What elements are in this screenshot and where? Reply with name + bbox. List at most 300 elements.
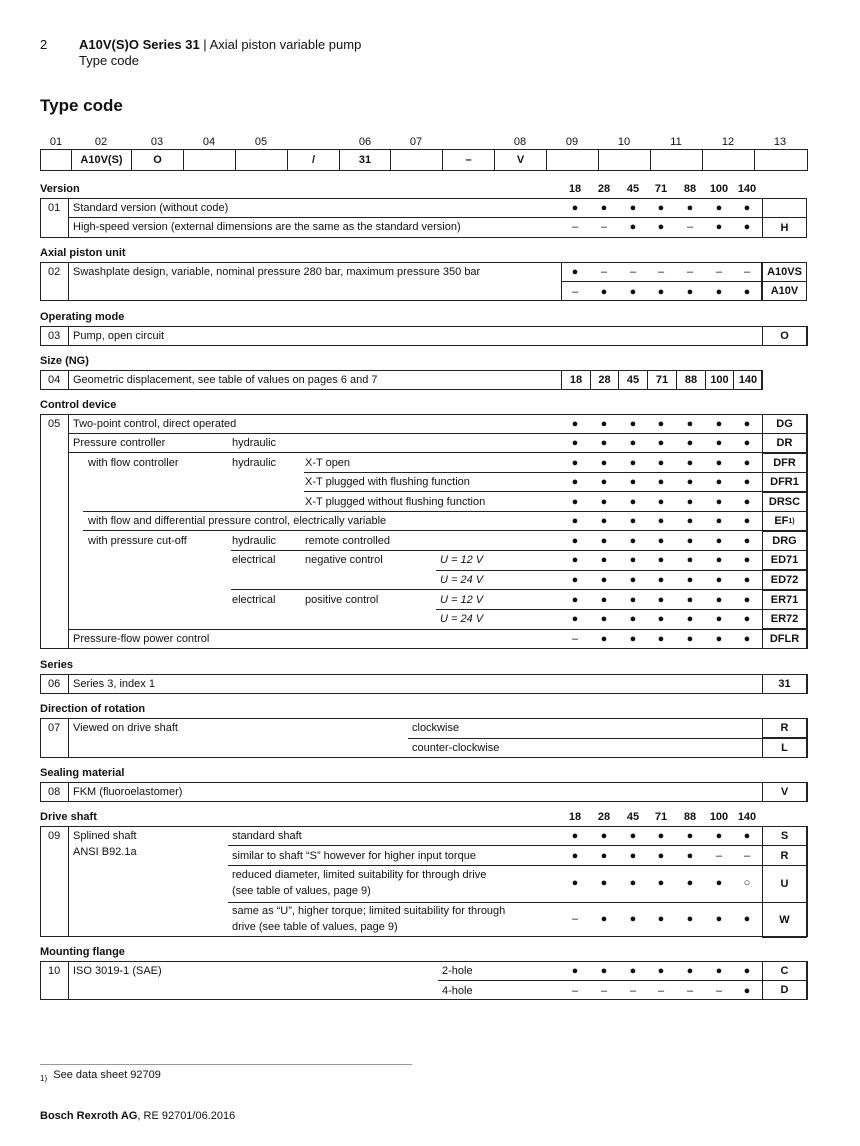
order-code-box xyxy=(762,609,807,629)
size-availability-mark: – xyxy=(600,985,608,997)
code-position-number: 08 xyxy=(513,136,527,148)
size-availability-mark: ● xyxy=(629,594,637,606)
order-code: V xyxy=(780,786,789,798)
code-field: O xyxy=(131,149,184,171)
code-field: V xyxy=(494,149,547,171)
size-availability-mark: ● xyxy=(686,613,694,625)
size-header-version: 140 xyxy=(737,183,757,195)
header-title-rest: | Axial piston variable pump xyxy=(199,37,362,52)
size-availability-mark: ● xyxy=(571,574,579,586)
size-availability-mark: – xyxy=(571,633,579,645)
row-subtext: hydraulic xyxy=(232,457,277,469)
code-position-number: 11 xyxy=(670,136,682,148)
row-number: 03 xyxy=(48,330,61,342)
table-rule xyxy=(68,217,762,218)
size-option-box: 18 xyxy=(561,370,591,390)
order-code: A10V xyxy=(770,285,799,297)
row-number: 09 xyxy=(48,830,61,842)
table-rule xyxy=(68,674,69,693)
row-text: High-speed version (external dimensions are the same as the standard version) xyxy=(73,221,461,233)
size-availability-mark: ● xyxy=(571,613,579,625)
size-availability-mark: – xyxy=(715,850,723,862)
size-availability-mark: ● xyxy=(571,877,579,889)
row-subtext: hydraulic xyxy=(232,437,277,449)
code-field xyxy=(702,149,755,171)
size-availability-mark: ● xyxy=(686,515,694,527)
order-code-box xyxy=(762,590,807,610)
section-heading-size: Size (NG) xyxy=(40,355,89,367)
order-code-box xyxy=(762,217,807,238)
section-frame xyxy=(40,674,808,694)
size-availability-mark: ● xyxy=(743,965,751,977)
row-text: FKM (fluoroelastomer) xyxy=(73,786,183,798)
size-availability-mark: ● xyxy=(571,515,579,527)
order-code-box xyxy=(762,492,807,512)
footer-company: Bosch Rexroth AG xyxy=(40,1110,138,1122)
table-rule xyxy=(83,511,807,512)
size-availability-mark: ● xyxy=(600,418,608,430)
size-header-drive: 28 xyxy=(597,811,611,823)
order-code: C xyxy=(780,965,789,977)
size-availability-mark: ● xyxy=(571,535,579,547)
size-availability-mark: ● xyxy=(657,535,665,547)
size-availability-mark: ● xyxy=(743,202,751,214)
size-availability-mark: ● xyxy=(743,594,751,606)
size-availability-mark: ● xyxy=(743,437,751,449)
size-availability-mark: ● xyxy=(657,221,665,233)
order-code: DRG xyxy=(772,535,797,547)
order-code: O xyxy=(780,330,789,342)
footnote-text: See data sheet 92709 xyxy=(53,1069,161,1081)
size-header-drive: 100 xyxy=(709,811,729,823)
size-option-box: 140 xyxy=(733,370,763,390)
size-option-box: 45 xyxy=(618,370,648,390)
code-field xyxy=(235,149,288,171)
row-text: Pressure controller xyxy=(73,437,166,449)
size-header-drive: 18 xyxy=(568,811,582,823)
order-code: DG xyxy=(776,418,793,430)
size-availability-mark: ● xyxy=(686,830,694,842)
size-availability-mark: – xyxy=(743,266,751,278)
code-field: – xyxy=(442,149,495,171)
size-availability-mark: – xyxy=(686,221,694,233)
size-availability-mark: ● xyxy=(657,965,665,977)
size-availability-mark: ● xyxy=(743,985,751,997)
order-code: 31 xyxy=(778,678,791,690)
row-text: Two-point control, direct operated xyxy=(73,418,237,430)
code-frame xyxy=(762,198,807,218)
order-code: ED72 xyxy=(770,574,799,586)
size-availability-mark: ● xyxy=(571,437,579,449)
size-availability-mark: ● xyxy=(600,913,608,925)
code-field: 31 xyxy=(339,149,391,171)
order-code-box xyxy=(762,531,807,551)
order-code: ER71 xyxy=(770,594,799,606)
size-availability-mark: ● xyxy=(715,418,723,430)
size-header-drive: 45 xyxy=(626,811,640,823)
size-availability-mark: ● xyxy=(715,877,723,889)
footnote-mark: 1) xyxy=(40,1074,48,1084)
size-header-version: 18 xyxy=(568,183,582,195)
section-heading-mounting: Mounting flange xyxy=(40,946,125,958)
order-code: H xyxy=(780,221,789,234)
size-availability-mark: ● xyxy=(686,965,694,977)
order-code-box xyxy=(762,453,807,473)
order-code: DRSC xyxy=(768,496,801,508)
size-availability-mark: ● xyxy=(600,633,608,645)
size-availability-mark: ● xyxy=(600,535,608,547)
size-availability-mark: ● xyxy=(657,594,665,606)
row-text: Splined shaft xyxy=(73,830,137,842)
size-availability-mark: ● xyxy=(657,515,665,527)
size-availability-mark: ● xyxy=(657,554,665,566)
size-availability-mark: ● xyxy=(629,476,637,488)
row-text: ANSI B92.1a xyxy=(73,846,137,858)
code-field xyxy=(40,149,72,171)
size-availability-mark: ● xyxy=(657,202,665,214)
order-code-box xyxy=(762,902,807,938)
order-code-box xyxy=(762,738,807,758)
order-code-box xyxy=(762,472,807,492)
size-availability-mark: ● xyxy=(686,594,694,606)
size-availability-mark: ● xyxy=(743,613,751,625)
row-voltage: U = 24 V xyxy=(440,574,484,586)
size-availability-mark: ● xyxy=(600,830,608,842)
size-availability-mark: ● xyxy=(686,202,694,214)
table-rule xyxy=(436,570,807,571)
order-code-box xyxy=(762,674,807,694)
size-availability-mark: ● xyxy=(743,221,751,233)
code-field xyxy=(754,149,808,171)
size-availability-mark: ● xyxy=(715,515,723,527)
size-availability-mark: ● xyxy=(571,554,579,566)
order-code-box xyxy=(762,570,807,590)
order-code: A10VS xyxy=(767,266,802,278)
row-subtext: hydraulic xyxy=(232,535,277,547)
size-availability-mark: – xyxy=(657,985,665,997)
row-subtext: negative control xyxy=(305,554,383,566)
size-availability-mark: – xyxy=(600,221,608,233)
size-availability-mark: ● xyxy=(743,830,751,842)
size-availability-mark: ● xyxy=(600,457,608,469)
order-code-footnote: 1) xyxy=(788,517,795,525)
size-availability-mark: ● xyxy=(571,418,579,430)
size-availability-mark: ● xyxy=(743,633,751,645)
size-availability-mark: ● xyxy=(686,633,694,645)
order-code: DFLR xyxy=(769,633,800,645)
order-code: S xyxy=(780,830,789,842)
section-heading-axial: Axial piston unit xyxy=(40,247,126,259)
size-availability-mark: ● xyxy=(600,554,608,566)
table-rule xyxy=(436,609,807,610)
size-availability-mark: ● xyxy=(657,496,665,508)
size-availability-mark: ● xyxy=(715,221,723,233)
size-availability-mark: ● xyxy=(657,457,665,469)
table-rule xyxy=(228,845,807,846)
size-availability-mark: ● xyxy=(657,418,665,430)
size-availability-mark: ● xyxy=(657,574,665,586)
size-availability-mark: – xyxy=(571,286,579,298)
size-availability-mark: – xyxy=(571,221,579,233)
row-text: Pump, open circuit xyxy=(73,330,165,342)
table-rule xyxy=(68,961,69,999)
row-text: Pressure-flow power control xyxy=(73,633,210,645)
size-availability-mark: ● xyxy=(715,202,723,214)
row-text: Series 3, index 1 xyxy=(73,678,155,690)
footer-doc: , RE 92701/06.2016 xyxy=(137,1110,236,1122)
size-option-box: 88 xyxy=(676,370,706,390)
order-code-box xyxy=(762,262,807,282)
size-availability-mark: – xyxy=(715,266,723,278)
size-availability-mark: ● xyxy=(571,266,579,278)
row-subtext: remote controlled xyxy=(305,535,390,547)
size-availability-mark: ● xyxy=(629,221,637,233)
size-availability-mark: – xyxy=(686,985,694,997)
order-code: D xyxy=(780,984,789,996)
size-availability-mark: ● xyxy=(743,574,751,586)
order-code-box xyxy=(762,433,807,453)
row-text: Viewed on drive shaft xyxy=(73,722,178,734)
row-number: 10 xyxy=(48,965,61,977)
size-availability-mark: ● xyxy=(715,554,723,566)
size-header-version: 88 xyxy=(683,183,697,195)
code-position-number: 03 xyxy=(150,136,164,148)
header-title xyxy=(79,37,361,52)
row-subtext: counter-clockwise xyxy=(412,742,500,754)
size-availability-mark: ● xyxy=(657,877,665,889)
row-voltage: U = 12 V xyxy=(440,594,484,606)
table-rule xyxy=(304,472,807,473)
table-rule xyxy=(68,326,69,345)
size-header-version: 100 xyxy=(709,183,729,195)
code-field xyxy=(650,149,703,171)
size-availability-mark: ● xyxy=(686,496,694,508)
size-header-version: 28 xyxy=(597,183,611,195)
order-code: ER72 xyxy=(770,613,799,625)
size-availability-mark: ● xyxy=(571,594,579,606)
table-rule xyxy=(438,980,807,981)
table-rule xyxy=(68,629,807,630)
row-subtext: electrical xyxy=(232,594,276,606)
size-availability-mark: ● xyxy=(571,830,579,842)
table-rule xyxy=(231,550,807,551)
order-code: W xyxy=(779,914,790,926)
row-text: Standard version (without code) xyxy=(73,202,229,214)
code-field xyxy=(390,149,443,171)
size-availability-mark: ● xyxy=(629,286,637,298)
size-availability-mark: – xyxy=(629,985,637,997)
code-field: / xyxy=(287,149,340,171)
size-availability-mark: ● xyxy=(715,965,723,977)
size-header-version: 71 xyxy=(654,183,668,195)
row-subtext: positive control xyxy=(305,594,379,606)
page-title: Type code xyxy=(40,96,123,115)
size-availability-mark: ● xyxy=(629,515,637,527)
size-availability-mark: ● xyxy=(629,437,637,449)
size-availability-mark: ● xyxy=(571,850,579,862)
table-rule xyxy=(68,718,69,757)
size-availability-mark: ● xyxy=(715,574,723,586)
order-code: DFR xyxy=(773,457,796,469)
size-header-drive: 140 xyxy=(737,811,757,823)
size-option-box: 28 xyxy=(590,370,619,390)
size-availability-mark: ● xyxy=(657,830,665,842)
size-availability-mark: ● xyxy=(715,496,723,508)
size-availability-mark: ● xyxy=(686,418,694,430)
size-availability-mark: ○ xyxy=(743,877,751,889)
size-availability-mark: ● xyxy=(600,437,608,449)
size-availability-mark: ● xyxy=(743,535,751,547)
size-availability-mark: ● xyxy=(629,613,637,625)
size-availability-mark: ● xyxy=(600,515,608,527)
size-availability-mark: ● xyxy=(657,633,665,645)
size-availability-mark: ● xyxy=(686,476,694,488)
order-code: EF xyxy=(774,515,789,527)
size-availability-mark: ● xyxy=(743,554,751,566)
size-availability-mark: ● xyxy=(715,613,723,625)
section-heading-sealing: Sealing material xyxy=(40,767,125,779)
row-subtext: (see table of values, page 9) xyxy=(232,885,371,897)
order-code: DR xyxy=(776,437,793,449)
table-rule xyxy=(83,530,807,531)
size-header-version: 45 xyxy=(626,183,640,195)
size-availability-mark: ● xyxy=(657,476,665,488)
row-number: 06 xyxy=(48,678,61,690)
size-availability-mark: ● xyxy=(571,965,579,977)
row-number: 04 xyxy=(48,374,61,386)
row-text: ISO 3019-1 (SAE) xyxy=(73,965,162,977)
section-heading-series: Series xyxy=(40,659,74,671)
size-availability-mark: ● xyxy=(743,476,751,488)
order-code-box xyxy=(762,629,807,649)
size-availability-mark: ● xyxy=(715,437,723,449)
order-code-box xyxy=(762,980,807,1000)
section-heading-drive: Drive shaft xyxy=(40,811,97,823)
size-availability-mark: – xyxy=(743,850,751,862)
size-availability-mark: ● xyxy=(571,496,579,508)
order-code-box xyxy=(762,826,807,846)
order-code-box xyxy=(762,865,807,903)
size-availability-mark: ● xyxy=(629,457,637,469)
size-availability-mark: ● xyxy=(686,574,694,586)
row-subtext: same as “U”, higher torque; limited suitability for through xyxy=(232,905,506,917)
code-position-number: 06 xyxy=(358,136,372,148)
order-code: R xyxy=(780,849,789,862)
row-number: 05 xyxy=(48,418,61,430)
code-position-number: 12 xyxy=(721,136,735,148)
size-availability-mark: ● xyxy=(629,496,637,508)
order-code: R xyxy=(780,722,789,734)
page-number: 2 xyxy=(40,37,48,52)
order-code: DFR1 xyxy=(770,476,799,488)
header-title-bold: A10V(S)O Series 31 xyxy=(79,37,200,52)
size-availability-mark: ● xyxy=(686,457,694,469)
size-availability-mark: ● xyxy=(715,457,723,469)
code-position-number: 02 xyxy=(94,136,108,148)
size-availability-mark: ● xyxy=(715,830,723,842)
size-availability-mark: ● xyxy=(715,286,723,298)
size-availability-mark: – xyxy=(686,266,694,278)
table-rule xyxy=(68,433,807,434)
order-code-box xyxy=(762,326,807,346)
size-availability-mark: ● xyxy=(657,437,665,449)
row-number: 01 xyxy=(48,202,61,214)
row-subtext: reduced diameter, limited suitability for through drive xyxy=(232,869,487,881)
order-code-box xyxy=(762,511,807,531)
code-field xyxy=(183,149,236,171)
row-voltage: U = 24 V xyxy=(440,613,484,625)
row-subtext: drive (see table of values, page 9) xyxy=(232,921,398,933)
size-availability-mark: ● xyxy=(743,418,751,430)
size-availability-mark: ● xyxy=(686,554,694,566)
size-availability-mark: – xyxy=(715,985,723,997)
size-availability-mark: ● xyxy=(657,913,665,925)
size-availability-mark: ● xyxy=(600,476,608,488)
row-subtext: electrical xyxy=(232,554,276,566)
order-code-box xyxy=(762,550,807,570)
size-availability-mark: ● xyxy=(571,457,579,469)
size-availability-mark: ● xyxy=(629,554,637,566)
row-text: with flow controller xyxy=(88,457,179,469)
section-heading-operating: Operating mode xyxy=(40,311,125,323)
size-availability-mark: ● xyxy=(657,286,665,298)
table-rule xyxy=(231,589,807,590)
order-code: U xyxy=(780,878,789,890)
row-number: 08 xyxy=(48,786,61,798)
footnote xyxy=(40,1069,161,1083)
size-header-drive: 71 xyxy=(654,811,668,823)
code-position-number: 09 xyxy=(565,136,579,148)
code-position-number: 04 xyxy=(202,136,216,148)
size-availability-mark: ● xyxy=(600,850,608,862)
code-field xyxy=(546,149,599,171)
size-availability-mark: ● xyxy=(743,913,751,925)
row-number: 07 xyxy=(48,722,61,734)
table-rule xyxy=(68,414,69,649)
size-availability-mark: ● xyxy=(600,594,608,606)
size-availability-mark: ● xyxy=(686,913,694,925)
size-availability-mark: – xyxy=(629,266,637,278)
size-availability-mark: – xyxy=(571,985,579,997)
row-subtext: 2-hole xyxy=(442,965,473,977)
size-availability-mark: ● xyxy=(629,850,637,862)
size-availability-mark: ● xyxy=(629,830,637,842)
size-availability-mark: ● xyxy=(629,913,637,925)
table-rule xyxy=(68,370,69,389)
row-subtext: clockwise xyxy=(412,722,460,734)
size-availability-mark: – xyxy=(657,266,665,278)
size-availability-mark: ● xyxy=(629,633,637,645)
code-position-number: 10 xyxy=(617,136,631,148)
order-code: L xyxy=(781,742,788,754)
order-code-box xyxy=(762,782,807,802)
row-number: 02 xyxy=(48,266,61,278)
size-availability-mark: ● xyxy=(686,286,694,298)
size-availability-mark: ● xyxy=(715,594,723,606)
order-code: ED71 xyxy=(770,554,799,566)
size-availability-mark: ● xyxy=(743,286,751,298)
size-availability-mark: ● xyxy=(600,965,608,977)
footnote-divider xyxy=(40,1064,412,1065)
row-voltage: U = 12 V xyxy=(440,554,484,566)
table-rule xyxy=(228,902,807,903)
row-text: Swashplate design, variable, nominal pressure 280 bar, maximum pressure 350 bar xyxy=(73,266,481,278)
order-code-box xyxy=(762,414,807,434)
row-subtext: similar to shaft “S” however for higher input torque xyxy=(232,850,476,862)
size-availability-mark: ● xyxy=(600,496,608,508)
header-subtitle: Type code xyxy=(79,53,139,68)
size-availability-mark: ● xyxy=(715,476,723,488)
